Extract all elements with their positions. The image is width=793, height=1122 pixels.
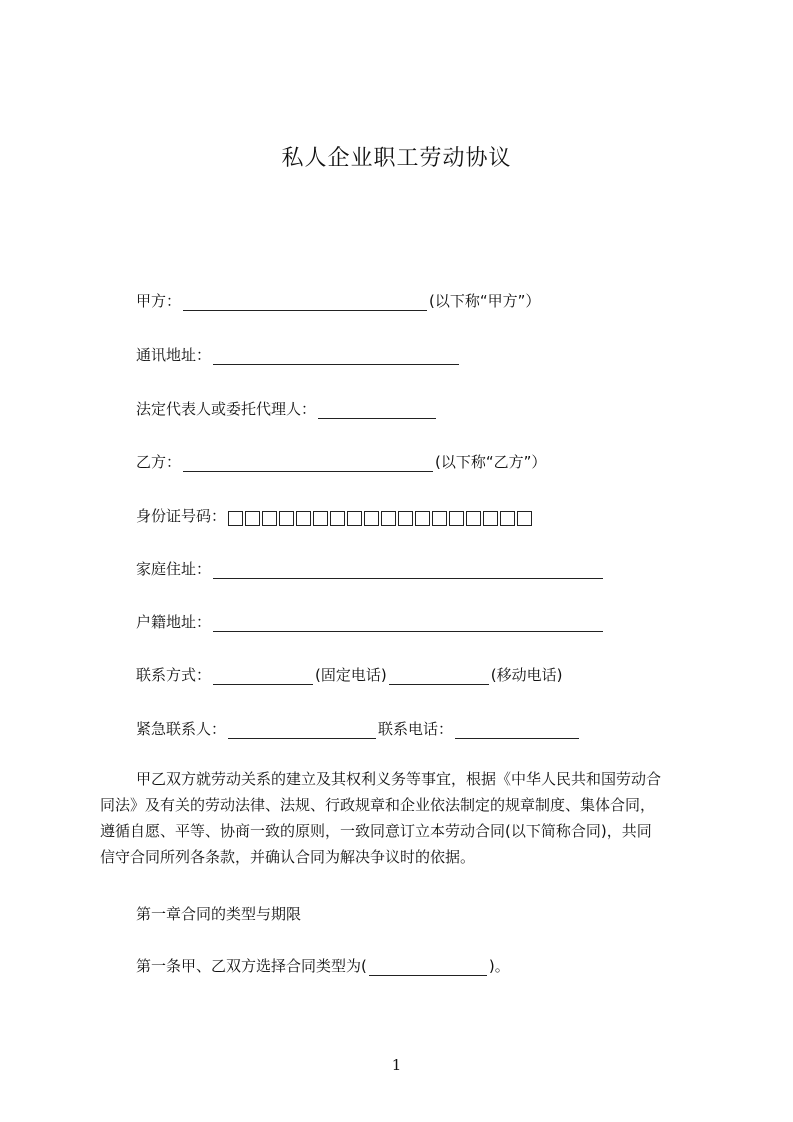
mobile-phone-blank[interactable]: [389, 666, 489, 685]
home-address-blank[interactable]: [213, 560, 603, 579]
intro-line: 甲乙双方就劳动关系的建立及其权利义务等事宜，根据《中华人民共和国劳动合: [136, 770, 662, 788]
id-digit-box[interactable]: [228, 511, 243, 526]
id-digit-box[interactable]: [313, 511, 328, 526]
emergency-contact-blank[interactable]: [228, 720, 376, 739]
fixed-phone-blank[interactable]: [213, 666, 313, 685]
intro-line: 同法》及有关的劳动法律、法规、行政规章和企业依法制定的规章制度、集体合同，: [100, 796, 656, 814]
id-digit-box[interactable]: [245, 511, 260, 526]
intro-line: 遵循自愿、平等、协商一致的原则，一致同意订立本劳动合同(以下简称合同)，共同: [100, 822, 652, 840]
id-digit-box[interactable]: [432, 511, 447, 526]
party-a-blank[interactable]: [183, 292, 427, 311]
emergency-row: [136, 719, 581, 739]
id-digit-box[interactable]: [415, 511, 430, 526]
id-number-boxes[interactable]: [228, 511, 532, 526]
id-digit-box[interactable]: [500, 511, 515, 526]
id-digit-box[interactable]: [517, 511, 532, 526]
id-digit-box[interactable]: [466, 511, 481, 526]
intro-paragraph: [100, 766, 700, 870]
id-digit-box[interactable]: [296, 511, 311, 526]
household-address-label: 户籍地址：: [136, 613, 212, 631]
household-address-row: [136, 612, 605, 632]
party-b-suffix: (以下称“乙方”）: [435, 453, 547, 471]
id-digit-box[interactable]: [347, 511, 362, 526]
id-digit-box[interactable]: [483, 511, 498, 526]
intro-line: 信守合同所列各条款，并确认合同为解决争议时的依据。: [100, 848, 476, 866]
party-a-label: 甲方：: [136, 292, 182, 310]
party-b-row: [136, 452, 546, 472]
emergency-phone-label: 联系电话：: [378, 720, 454, 738]
id-digit-box[interactable]: [279, 511, 294, 526]
address-label: 通讯地址：: [136, 346, 212, 364]
id-digit-box[interactable]: [330, 511, 345, 526]
id-digit-box[interactable]: [381, 511, 396, 526]
id-digit-box[interactable]: [262, 511, 277, 526]
document-title: 私人企业职工劳动协议: [281, 146, 512, 171]
party-a-row: [136, 291, 540, 311]
address-blank[interactable]: [213, 346, 459, 365]
id-digit-box[interactable]: [398, 511, 413, 526]
address-row: [136, 345, 461, 365]
home-address-label: 家庭住址：: [136, 560, 212, 578]
contact-row: [136, 665, 562, 685]
contact-label: 联系方式：: [136, 666, 212, 684]
household-address-blank[interactable]: [213, 613, 603, 632]
representative-blank[interactable]: [318, 400, 436, 419]
representative-row: [136, 399, 438, 419]
emergency-phone-blank[interactable]: [455, 720, 579, 739]
mobile-phone-label: (移动电话): [490, 666, 563, 684]
id-number-row: [136, 506, 532, 526]
chapter-1-heading: 第一章合同的类型与期限: [136, 905, 302, 923]
article-1-text: 第一条甲、乙双方选择合同类型为(: [136, 957, 367, 975]
party-b-label: 乙方：: [136, 453, 182, 471]
id-number-label: 身份证号码：: [136, 507, 227, 525]
representative-label: 法定代表人或委托代理人：: [136, 400, 317, 418]
article-1-end: )。: [488, 957, 510, 975]
emergency-label: 紧急联系人：: [136, 720, 227, 738]
id-digit-box[interactable]: [449, 511, 464, 526]
party-b-blank[interactable]: [183, 453, 433, 472]
id-digit-box[interactable]: [364, 511, 379, 526]
contract-type-blank[interactable]: [369, 957, 487, 976]
party-a-suffix: (以下称“甲方”）: [429, 292, 541, 310]
fixed-phone-label: (固定电话): [315, 666, 387, 684]
article-1-row: [136, 956, 510, 976]
home-address-row: [136, 559, 605, 579]
page-number: 1: [391, 1056, 402, 1074]
